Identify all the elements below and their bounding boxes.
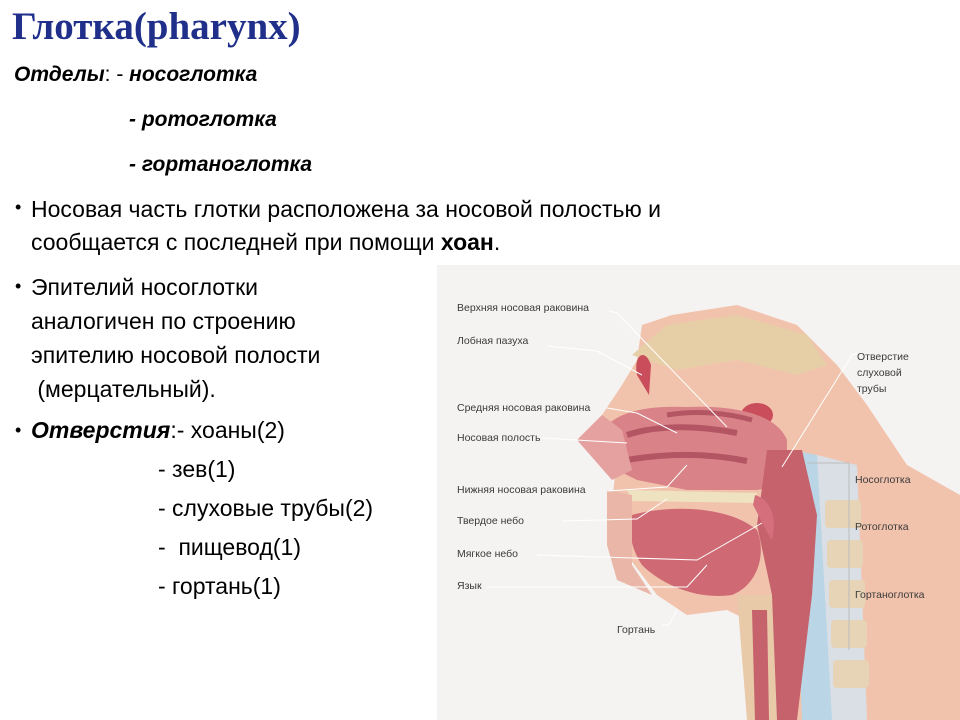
para1-line2-suffix: . xyxy=(493,229,501,255)
para1-line2 xyxy=(31,229,500,256)
figure-label-left-2: Лобная пазуха xyxy=(457,335,529,347)
figure-label-left-1: Верхняя носовая раковина xyxy=(457,302,589,314)
para1-bold-term: хоан xyxy=(440,229,494,255)
figure-label-right-2: Ротоглотка xyxy=(855,521,909,533)
openings-item-4: - гортань(1) xyxy=(158,573,281,599)
openings-label: Отверстия xyxy=(31,417,171,443)
figure-label-left-8: Язык xyxy=(457,580,482,592)
figure-label-right-1: Носоглотка xyxy=(855,474,911,486)
figure-label-tube-3: трубы xyxy=(857,383,887,395)
page-title: Глотка(pharynx) xyxy=(12,5,301,48)
section-item-3: - гортаноглотка xyxy=(129,153,313,176)
para1-line2-prefix: сообщается с последней при помощи xyxy=(31,229,441,255)
figure-label-bottom: Гортань xyxy=(617,624,656,636)
bullet-2: • xyxy=(15,276,22,296)
figure-label-left-6: Твердое небо xyxy=(457,515,524,527)
section-item-1: носоглотка xyxy=(129,63,258,86)
para2-line1: Эпителий носоглотки xyxy=(31,274,258,300)
figure-label-left-4: Носовая полость xyxy=(457,432,541,444)
openings-line xyxy=(31,417,285,444)
sections-sep: : - xyxy=(104,63,130,86)
figure-label-right-3: Гортаноглотка xyxy=(855,589,925,601)
sections-line xyxy=(14,63,257,87)
pharynx-illustration xyxy=(437,265,960,720)
sections-label: Отделы xyxy=(14,63,105,86)
bullet-1: • xyxy=(15,197,22,217)
figure-label-left-5: Нижняя носовая раковина xyxy=(457,484,586,496)
para2-line2: аналогичен по строению xyxy=(31,308,296,334)
openings-item-1: - зев(1) xyxy=(158,456,236,482)
figure-label-left-3: Средняя носовая раковина xyxy=(457,402,591,414)
figure-label-tube-2: слуховой xyxy=(857,367,902,379)
openings-first: :- хоаны(2) xyxy=(170,417,285,443)
figure-label-tube-1: Отверстие xyxy=(857,351,909,363)
section-item-2: - ротоглотка xyxy=(129,108,277,131)
para1-line1: Носовая часть глотки расположена за носовой полостью и xyxy=(31,196,661,222)
para2-line4: (мерцательный). xyxy=(31,376,216,402)
openings-item-2: - слуховые трубы(2) xyxy=(158,495,374,521)
bullet-3: • xyxy=(15,420,22,440)
para2-line3: эпителию носовой полости xyxy=(31,342,321,368)
pharynx-diagram xyxy=(437,265,960,720)
figure-label-left-7: Мягкое небо xyxy=(457,548,518,560)
openings-item-3: - пищевод(1) xyxy=(158,534,301,560)
figure-left-labels xyxy=(457,302,590,592)
